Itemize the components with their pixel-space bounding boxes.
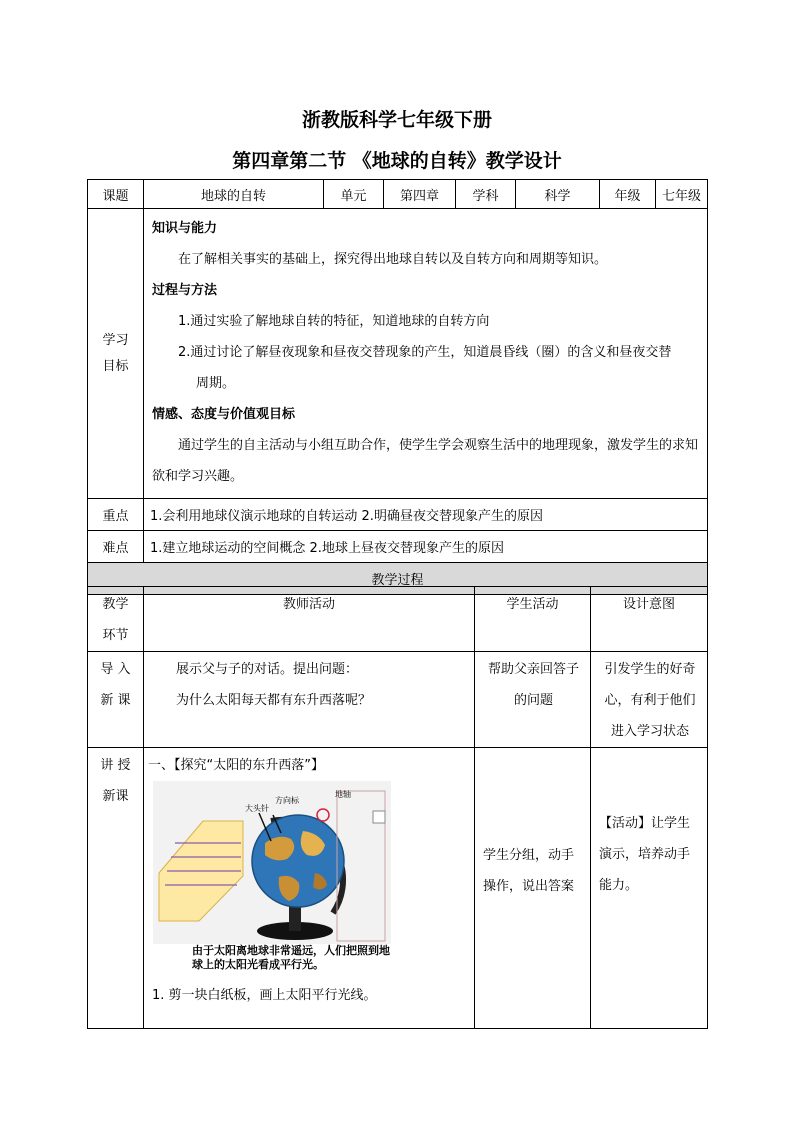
- intro-design-intent: 引发学生的好奇心，有利于他们进入学习状态: [591, 652, 708, 748]
- fig-label-direction: 方向标: [275, 796, 299, 805]
- student-column-header: 学生活动: [475, 587, 591, 652]
- objective-heading-knowledge: 知识与能力: [152, 221, 218, 236]
- topic-label: 课题: [88, 180, 144, 209]
- objectives-content: [144, 209, 708, 499]
- lecture-design-intent: 【活动】让学生演示，培养动手能力。: [591, 748, 708, 1029]
- difficulties-row: [88, 531, 708, 563]
- process-table: [87, 586, 708, 1029]
- objectives-label: 学习 目标: [88, 209, 144, 499]
- objective-text: 1.通过实验了解地球自转的特征，知道地球的自转方向: [178, 314, 490, 329]
- fig-label-arrow: 大头针: [245, 804, 269, 813]
- teacher-column-header: 教师活动: [144, 587, 475, 652]
- topic-value: 地球的自转: [144, 180, 324, 209]
- lesson-plan-table: [87, 179, 708, 595]
- document-title: 浙教版科学七年级下册: [301, 109, 492, 131]
- figure-caption: 由于太阳离地球非常遥远，人们把照到地球上的太阳光看成平行光。: [192, 944, 390, 971]
- objective-text: 通过学生的自主活动与小组互助合作，使学生学会观察生活中的地理现象，激发学生的求知欲和学习兴趣。: [152, 438, 699, 484]
- lecture-step-1: 1. 剪一块白纸板，画上太阳平行光线。: [152, 988, 377, 1003]
- lecture-row: [88, 748, 708, 1029]
- globe-illustration: [153, 781, 391, 944]
- objective-heading-process: 过程与方法: [152, 283, 218, 298]
- unit-label: 单元: [324, 180, 384, 209]
- intent-column-header: 设计意图: [591, 587, 708, 652]
- process-columns-row: [88, 587, 708, 652]
- stage-column-header: 教学 环节: [88, 587, 144, 652]
- process-header: 教学过程: [88, 563, 708, 595]
- lecture-teacher-activity: [144, 748, 475, 1029]
- fig-label-axis: 地轴: [335, 790, 351, 799]
- unit-value: 第四章: [384, 180, 456, 209]
- info-row: [88, 180, 708, 209]
- subject-label: 学科: [456, 180, 516, 209]
- objective-text: 2.通过讨论了解昼夜现象和昼夜交替现象的产生，知道晨昏线（圈）的含义和昼夜交替: [178, 345, 672, 360]
- grade-value: 七年级: [656, 180, 708, 209]
- key-points-text: 1.会利用地球仪演示地球的自转运动 2.明确昼夜交替现象产生的原因: [144, 499, 708, 531]
- lecture-heading: 一、【探究“太阳的东升西落”】: [148, 758, 324, 773]
- intro-teacher-activity: 展示父与子的对话。提出问题： 为什么太阳每天都有东升西落呢？: [144, 652, 475, 748]
- objectives-row: [88, 209, 708, 499]
- grade-label: 年级: [600, 180, 656, 209]
- difficulties-text: 1.建立地球运动的空间概念 2.地球上昼夜交替现象产生的原因: [144, 531, 708, 563]
- objective-heading-attitude: 情感、态度与价值观目标: [152, 407, 296, 422]
- lecture-student-activity: 学生分组，动手操作，说出答案: [475, 748, 591, 1029]
- difficulties-label: 难点: [88, 531, 144, 563]
- key-points-label: 重点: [88, 499, 144, 531]
- objective-text: 在了解相关事实的基础上，探究得出地球自转以及自转方向和周期等知识。: [178, 252, 608, 267]
- intro-student-activity: 帮助父亲回答子的问题: [475, 652, 591, 748]
- intro-row: [88, 652, 708, 748]
- document-subtitle: 第四章第二节 《地球的自转》教学设计: [232, 150, 562, 172]
- intro-stage: 导 入 新 课: [88, 652, 144, 748]
- objective-text: 周期。: [196, 376, 236, 391]
- lecture-stage: 讲 授 新课: [88, 748, 144, 1029]
- key-points-row: [88, 499, 708, 531]
- subject-value: 科学: [516, 180, 600, 209]
- globe-figure: [153, 781, 391, 944]
